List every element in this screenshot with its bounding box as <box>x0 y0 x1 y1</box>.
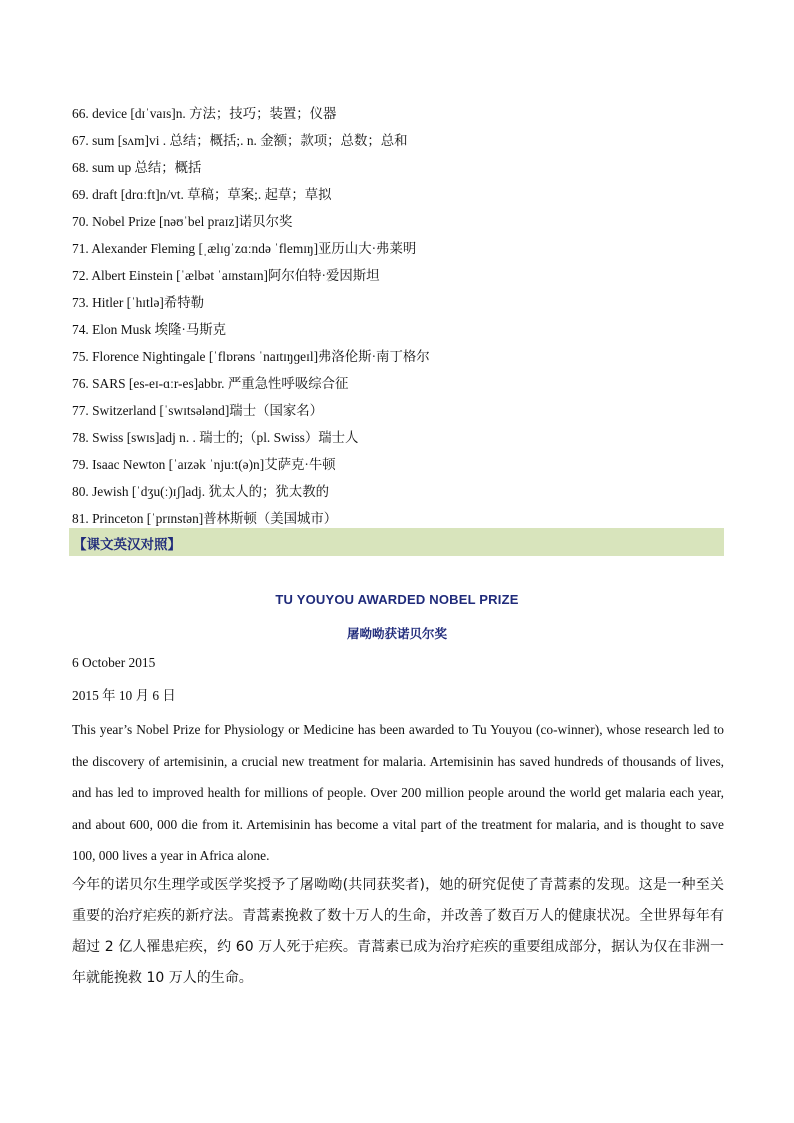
article-title-en: TU YOUYOU AWARDED NOBEL PRIZE <box>275 592 519 607</box>
vocab-item: 80. Jewish [ˈdʒu(ː)ɪʃ]adj. 犹太人的；犹太教的 <box>72 484 329 499</box>
article-paragraph-zh: 今年的诺贝尔生理学或医学奖授予了屠呦呦(共同获奖者)，她的研究促使了青蒿素的发现。这是一种至关重要的治疗疟疾的新疗法。青蒿素挽救了数十万人的生命，并改善了数百万人的健康状况。全世界每年有超过 2 亿人罹患疟疾，约 60 万人死于疟疾。青蒿素已成为治疗疟疾的重要组成部分，据认为仅在非洲一年就能挽救 10 万人的生命。 <box>72 877 724 986</box>
vocab-item: 79. Isaac Newton [ˈaɪzək ˈnjuːt(ə)n]艾萨克·牛顿 <box>72 457 336 472</box>
article-title-zh: 屠呦呦获诺贝尔奖 <box>346 626 447 641</box>
vocab-item: 77. Switzerland [ˈswɪtsələnd]瑞士（国家名） <box>72 403 324 418</box>
vocab-item: 73. Hitler [ˈhɪtlə]希特勒 <box>72 295 205 310</box>
article-paragraph-en: This year’s Nobel Prize for Physiology or Medicine has been awarded to Tu Youyou (co-winner), whose research led to the discovery of artemisinin, a crucial new treatment for malaria. Artemisinin has saved hundreds of thousands of lives, and has led to improved health for millions of people. Over 200 million people around the world get malaria each year, and about 600, 000 die from it. Artemisinin has become a vital part of the treatment for malaria, and is thought to save 100, 000 lives a year in Africa alone. <box>72 722 724 863</box>
article-date-en: 6 October 2015 <box>72 655 156 670</box>
vocab-item: 76. SARS [es-eɪ-ɑːr-es]abbr. 严重急性呼吸综合征 <box>72 376 349 391</box>
vocabulary-list <box>72 100 732 532</box>
section-label: 【课文英汉对照】 <box>73 537 181 553</box>
vocab-item: 72. Albert Einstein [ˈælbət ˈaɪnstaɪn]阿尔伯特·爱因斯坦 <box>72 268 380 283</box>
vocab-item: 70. Nobel Prize [nəʊˈbel praɪz]诺贝尔奖 <box>72 214 293 229</box>
section-header-bar <box>69 528 724 556</box>
vocab-item: 71. Alexander Fleming [ˌælɪɡˈzɑːndə ˈflemɪŋ]亚历山大·弗莱明 <box>72 241 417 256</box>
vocab-item: 81. Princeton [ˈprɪnstən]普林斯顿（美国城市） <box>72 511 338 526</box>
vocab-item: 66. device [dɪˈvaɪs]n. 方法；技巧；装置；仪器 <box>72 106 337 121</box>
vocab-item: 78. Swiss [swɪs]adj n. . 瑞士的;（pl. Swiss）瑞士人 <box>72 430 359 445</box>
vocab-item: 69. draft [drɑːft]n/vt. 草稿；草案;. 起草；草拟 <box>72 187 332 202</box>
vocab-item: 75. Florence Nightingale [ˈflɒrəns ˈnaɪtɪŋɡeɪl]弗洛伦斯·南丁格尔 <box>72 349 430 364</box>
vocab-item: 67. sum [sʌm]vi . 总结；概括;. n. 金额；款项；总数；总和 <box>72 133 408 148</box>
vocab-item: 74. Elon Musk 埃隆·马斯克 <box>72 322 226 337</box>
article-date-zh: 2015 年 10 月 6 日 <box>72 688 176 703</box>
vocab-item: 68. sum up 总结；概括 <box>72 160 202 175</box>
